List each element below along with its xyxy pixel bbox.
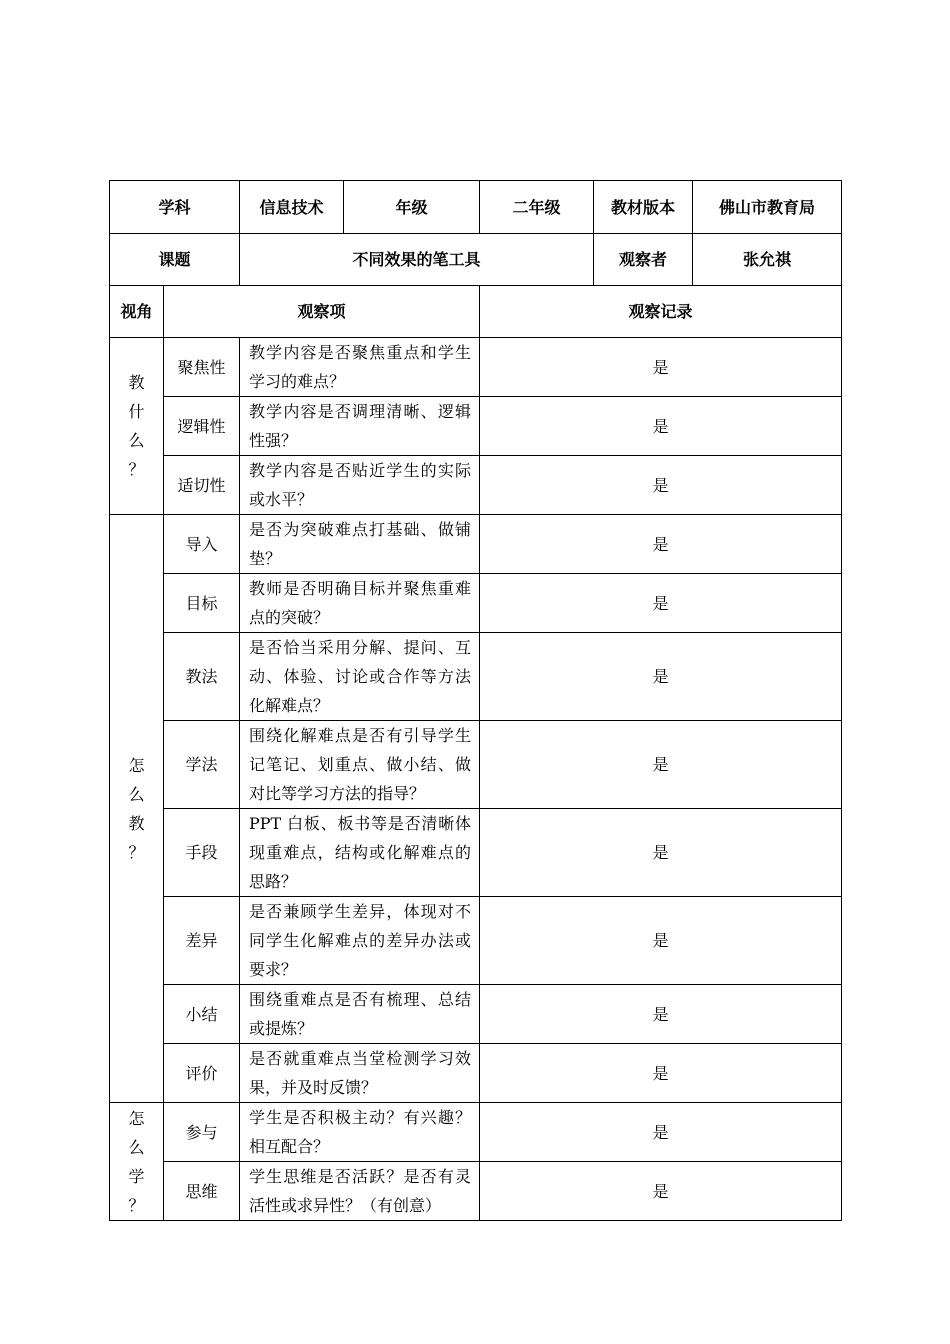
record-value: 是: [480, 456, 842, 515]
perspective-char: ？: [128, 1195, 145, 1215]
item-name: 参与: [164, 1103, 240, 1162]
item-name: 手段: [164, 809, 240, 897]
grade-label: 年级: [344, 181, 480, 234]
perspective-char: 教: [128, 813, 145, 833]
perspective-char: ？: [128, 842, 145, 862]
perspective-label: [110, 515, 164, 1103]
observation-row: [110, 456, 842, 515]
item-header: 观察项: [164, 286, 480, 338]
perspective-char: 教: [128, 373, 145, 392]
grade-value: 二年级: [480, 181, 594, 234]
item-question: 教学内容是否调理清晰、逻辑性强？: [240, 397, 480, 456]
topic-label: 课题: [110, 234, 240, 286]
item-name: 目标: [164, 574, 240, 633]
item-name: 学法: [164, 721, 240, 809]
topic-value: 不同效果的笔工具: [240, 234, 594, 286]
observer-value: 张允祺: [693, 234, 842, 286]
perspective-label: [110, 1103, 164, 1221]
item-name: 评价: [164, 1044, 240, 1103]
item-question: 是否恰当采用分解、提问、互动、体验、讨论或合作等方法化解难点？: [240, 633, 480, 721]
perspective-char: 么: [128, 431, 145, 450]
record-header: 观察记录: [480, 286, 842, 338]
item-name: 适切性: [164, 456, 240, 515]
record-value: 是: [480, 397, 842, 456]
observation-table: [109, 180, 842, 1221]
item-question: 是否就重难点当堂检测学习效果，并及时反馈？: [240, 1044, 480, 1103]
observation-row: [110, 338, 842, 397]
item-question: PPT 白板、板书等是否清晰体现重难点，结构或化解难点的思路？: [240, 809, 480, 897]
item-question: 学生思维是否活跃？是否有灵活性或求异性？（有创意）: [240, 1162, 480, 1221]
record-value: 是: [480, 515, 842, 574]
item-name: 教法: [164, 633, 240, 721]
observation-row: [110, 1103, 842, 1162]
item-question: 学生是否积极主动？有兴趣？相互配合？: [240, 1103, 480, 1162]
observation-row: [110, 897, 842, 985]
subject-label: 学科: [110, 181, 240, 234]
perspective-label: [110, 338, 164, 515]
perspective-char: 什: [128, 402, 145, 421]
observation-row: [110, 1044, 842, 1103]
subject-value: 信息技术: [240, 181, 344, 234]
record-value: 是: [480, 1044, 842, 1103]
perspective-char: 怎: [128, 1108, 145, 1128]
observation-row: [110, 1162, 842, 1221]
perspective-char: 怎: [128, 755, 145, 775]
edition-label: 教材版本: [594, 181, 693, 234]
item-question: 教学内容是否贴近学生的实际或水平？: [240, 456, 480, 515]
observation-row: [110, 633, 842, 721]
item-question: 教学内容是否聚焦重点和学生学习的难点？: [240, 338, 480, 397]
header-row-1: [110, 181, 842, 234]
record-value: 是: [480, 1103, 842, 1162]
edition-value: 佛山市教育局: [693, 181, 842, 234]
record-value: 是: [480, 574, 842, 633]
record-value: 是: [480, 338, 842, 397]
perspective-char: 么: [128, 784, 145, 804]
observation-row: [110, 574, 842, 633]
item-name: 小结: [164, 985, 240, 1044]
item-question: 教师是否明确目标并聚焦重难点的突破？: [240, 574, 480, 633]
record-value: 是: [480, 809, 842, 897]
perspective-char: ？: [128, 460, 145, 479]
column-header-row: [110, 286, 842, 338]
item-name: 聚焦性: [164, 338, 240, 397]
perspective-char: 学: [128, 1166, 145, 1186]
perspective-header: 视角: [110, 286, 164, 338]
header-row-2: [110, 234, 842, 286]
item-name: 导入: [164, 515, 240, 574]
item-name: 差异: [164, 897, 240, 985]
observation-row: [110, 397, 842, 456]
record-value: 是: [480, 985, 842, 1044]
record-value: 是: [480, 1162, 842, 1221]
observation-row: [110, 721, 842, 809]
observer-label: 观察者: [594, 234, 693, 286]
item-question: 是否为突破难点打基础、做铺垫？: [240, 515, 480, 574]
record-value: 是: [480, 897, 842, 985]
perspective-char: 么: [128, 1137, 145, 1157]
record-value: 是: [480, 633, 842, 721]
item-question: 围绕重难点是否有梳理、总结或提炼？: [240, 985, 480, 1044]
observation-row: [110, 809, 842, 897]
observation-row: [110, 985, 842, 1044]
item-name: 逻辑性: [164, 397, 240, 456]
item-question: 围绕化解难点是否有引导学生记笔记、划重点、做小结、做对比等学习方法的指导？: [240, 721, 480, 809]
record-value: 是: [480, 721, 842, 809]
item-question: 是否兼顾学生差异，体现对不同学生化解难点的差异办法或要求？: [240, 897, 480, 985]
observation-row: [110, 515, 842, 574]
item-name: 思维: [164, 1162, 240, 1221]
